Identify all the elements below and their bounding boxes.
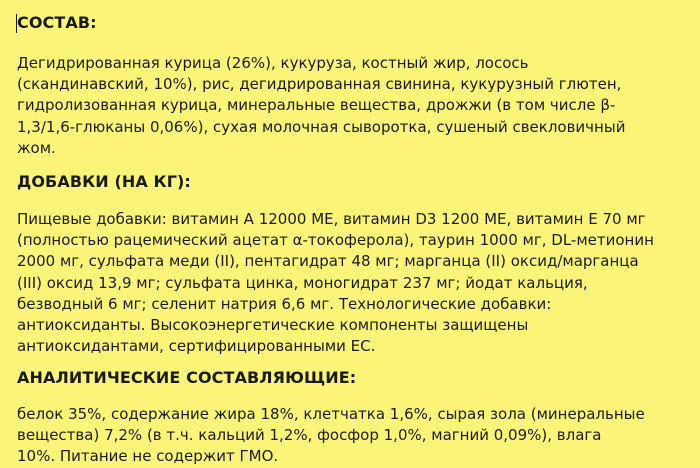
text-line: гидролизованная курица, минеральные вещества, дрожжи (в том числе β- [17,96,616,115]
analytical-paragraph [17,404,645,468]
additives-paragraph [17,209,654,357]
text-line: антиоксидантами, сертифицированными ЕС. [17,337,376,356]
text-line: антиоксиданты. Высокоэнергетические компоненты защищены [17,316,529,335]
text-line: (полностью рацемический ацетат α-токоферола), таурин 1000 мг, DL-метионин [17,231,654,250]
composition-heading: СОСТАВ: [17,13,97,32]
text-line: белок 35%, содержание жира 18%, клетчатка 1,6%, сырая зола (минеральные [17,405,645,423]
composition-paragraph [17,53,625,159]
text-line: безводный 6 мг; селенит натрия 6,6 мг. Технологические добавки: [17,294,552,313]
text-line: Дегидрированная курица (26%), кукуруза, костный жир, лосось [17,54,529,72]
text-line: (III) оксид 13,9 мг; сульфата цинка, моногидрат 237 мг; йодат кальция, [17,273,588,292]
text-line: 10%. Питание не содержит ГМО. [17,447,279,466]
analytical-heading: АНАЛИТИЧЕСКИЕ СОСТАВЛЯЮЩИЕ: [17,368,357,387]
additives-heading: ДОБАВКИ (НА КГ): [17,172,191,191]
text-line: вещества) 7,2% (в т.ч. кальций 1,2%, фосфор 1,0%, магний 0,09%), влага [17,426,602,445]
text-line: 2000 мг, сульфата меди (II), пентагидрат 48 мг; марганца (II) оксид/марганца [17,252,639,271]
text-line: 1,3/1,6-глюканы 0,06%), сухая молочная сыворотка, сушеный свекловичный [17,117,626,136]
text-line: Пищевые добавки: витамин А 12000 МЕ, витамин D3 1200 МЕ, витамин Е 70 мг [17,210,646,228]
text-line: жом. [17,138,56,157]
text-line: (скандинавский, 10%), рис, дегидрированная свинина, кукурузный глютен, [17,75,622,94]
